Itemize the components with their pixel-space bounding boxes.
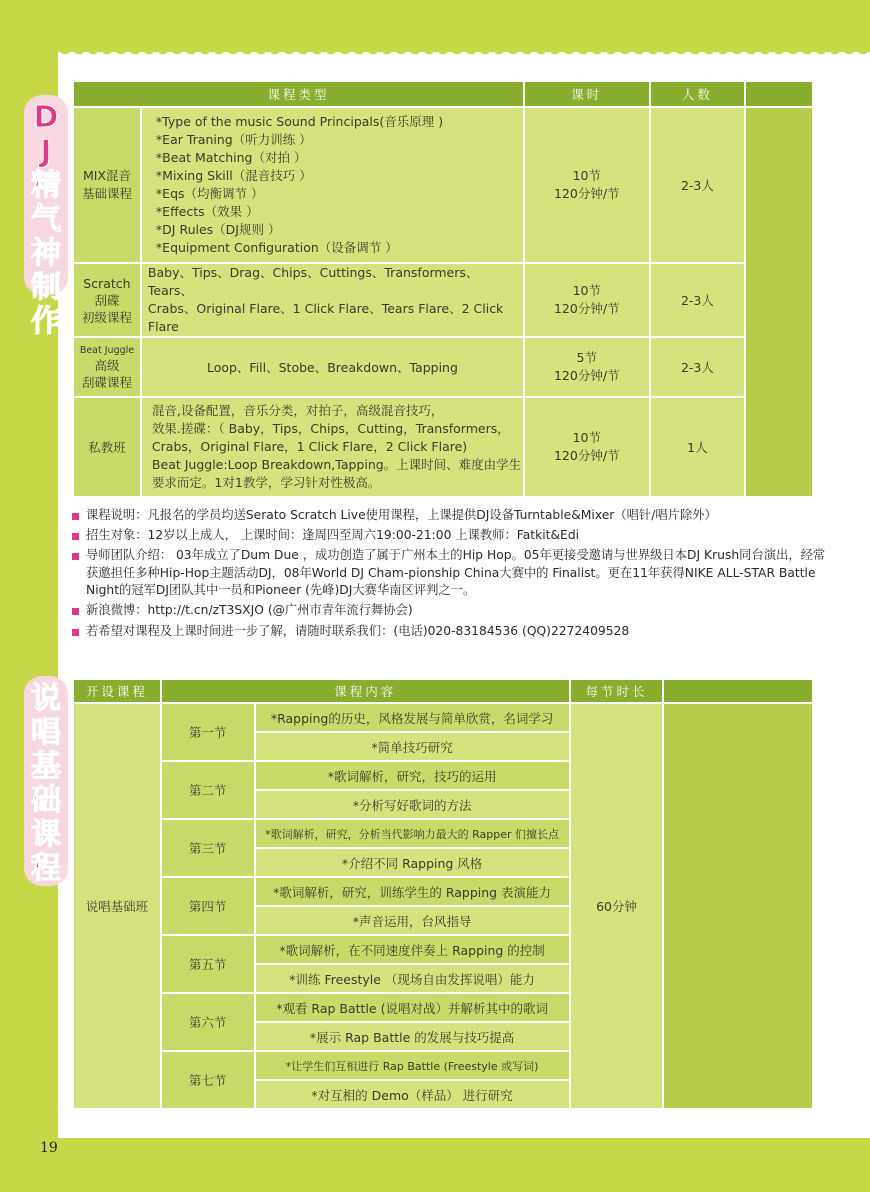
lesson-label: 第二节 bbox=[161, 761, 255, 819]
lesson-item: *声音运用，台风指导 bbox=[255, 906, 570, 935]
lesson-label: 第六节 bbox=[161, 993, 255, 1051]
note-item bbox=[72, 507, 832, 525]
side-title-char: 神 bbox=[31, 236, 61, 271]
side-title-char: 课 bbox=[31, 817, 61, 852]
lesson-item: *让学生们互相进行 Rap Battle (Freestyle 或写词) bbox=[255, 1051, 570, 1080]
note-text: 导师团队介绍： 03年成立了Dum Due ，成功创造了属于广州本土的Hip Hop。05年更接受邀请与世界级日本DJ Krush同台演出，经常获邀担任多种Hip-Hop主题活动DJ，08年World DJ Cham-pionship China大赛中的 Finalist。更在11年获得NIKE ALL-STAR Battle Night的冠军DJ团队其中一员和Pioneer (先峰)DJ大赛华南区评判之一。 bbox=[86, 548, 826, 598]
lesson-item: *介绍不同 Rapping 风格 bbox=[255, 848, 570, 877]
content-line: *Mixing Skill（混音技巧 ） bbox=[155, 168, 312, 183]
rap-side-title bbox=[24, 676, 68, 886]
note-text: 课程说明：凡报名的学员均送Serato Scratch Live使用课程，上课提供DJ设备Turntable&Mixer（唱针/唱片除外） bbox=[86, 508, 717, 522]
content-line: 效果.搓碟：（ Baby，Tips，Chips，Cutting，Transformers， bbox=[151, 421, 510, 436]
side-title-char: 程 bbox=[31, 851, 61, 886]
row-people-private: 1人 bbox=[650, 397, 746, 497]
page-number: 19 bbox=[40, 1140, 58, 1156]
content-line: Baby、Tips、Drag、Chips、Cuttings、Transformers、Tears、 bbox=[147, 265, 479, 298]
content-line: *Type of the music Sound Principals(音乐原理 ) bbox=[155, 114, 444, 129]
note-text: 招生对象：12岁以上成人， 上课时间：逢周四至周六19:00-21:00 上课教师：Fatkit&Edi bbox=[86, 528, 580, 543]
content-line: Crabs、Original Flare、1 Click Flare、Tears Flare、2 Click Flare bbox=[147, 301, 504, 334]
side-title-char: 唱 bbox=[31, 715, 61, 750]
row-name-scratch: Scratch 刮碟 初级课程 bbox=[73, 263, 141, 337]
row-hours-mix: 10节 120分钟/节 bbox=[524, 107, 650, 263]
side-title-char: 气 bbox=[31, 202, 61, 237]
header-course: 开设课程 bbox=[73, 679, 161, 703]
side-title-char: 基 bbox=[31, 749, 61, 784]
lesson-item: *歌词解析，研究，分析当代影响力最大的 Rapper 们擅长点 bbox=[255, 819, 570, 848]
lesson-label: 第一节 bbox=[161, 703, 255, 761]
lesson-item: *展示 Rap Battle 的发展与技巧提高 bbox=[255, 1022, 570, 1051]
row-hours-juggle: 5节 120分钟/节 bbox=[524, 337, 650, 397]
content-line: *Eqs（均衡调节 ） bbox=[155, 186, 264, 201]
dj-course-table bbox=[72, 80, 814, 498]
row-name-juggle-small: Beat Juggle bbox=[79, 344, 135, 356]
content-line: Loop、Fill、Stobe、Breakdown、Tapping bbox=[206, 360, 458, 375]
content-line: 混音,设备配置，音乐分类，对拍子，高级混音技巧， bbox=[151, 403, 444, 418]
header-empty bbox=[745, 81, 813, 107]
note-item bbox=[72, 527, 832, 545]
row-people-mix: 2-3人 bbox=[650, 107, 746, 263]
dj-side-title bbox=[24, 95, 68, 339]
bullet-icon bbox=[72, 629, 79, 636]
row-name-juggle-main: 高级 刮碟课程 bbox=[81, 357, 132, 390]
lesson-label: 第四节 bbox=[161, 877, 255, 935]
bullet-icon bbox=[72, 608, 79, 615]
course-notes bbox=[72, 507, 832, 643]
lesson-item: *歌词解析，研究，技巧的运用 bbox=[255, 761, 570, 790]
side-title-char: 作 bbox=[31, 304, 61, 339]
note-item bbox=[72, 547, 832, 600]
lesson-label: 第三节 bbox=[161, 819, 255, 877]
row-name-mix: MIX混音 基础课程 bbox=[73, 107, 141, 263]
bullet-icon bbox=[72, 513, 79, 520]
bullet-icon bbox=[72, 553, 79, 560]
side-title-char: 说 bbox=[31, 681, 61, 716]
lesson-duration: 60分钟 bbox=[570, 703, 664, 1109]
table-row bbox=[73, 703, 813, 732]
row-content-juggle bbox=[141, 337, 524, 397]
content-line: *Effects（效果 ） bbox=[155, 204, 259, 219]
row-name-private: 私教班 bbox=[73, 397, 141, 497]
row-hours-private: 10节 120分钟/节 bbox=[524, 397, 650, 497]
content-line: *DJ Rules（DJ规则 ） bbox=[155, 222, 281, 237]
content-line: *Beat Matching（对拍 ） bbox=[155, 150, 307, 165]
header-empty-rap bbox=[663, 679, 813, 703]
row-content-scratch bbox=[141, 263, 524, 337]
header-hours: 课时 bbox=[524, 81, 650, 107]
side-title-char: 精 bbox=[31, 168, 61, 203]
note-text: 若希望对课程及上课时间进一步了解，请随时联系我们：(电话)020-83184536 (QQ)2272409528 bbox=[86, 623, 630, 638]
lesson-item: *观看 Rap Battle (说唱对战）并解析其中的歌词 bbox=[255, 993, 570, 1022]
row-name-juggle bbox=[73, 337, 141, 397]
row-content-private bbox=[141, 397, 524, 497]
course-name: 说唱基础班 bbox=[73, 703, 161, 1109]
header-content: 课程内容 bbox=[161, 679, 570, 703]
side-title-char: 础 bbox=[31, 783, 61, 818]
content-line: Crabs，Original Flare，1 Click Flare，2 Click Flare) bbox=[151, 439, 468, 454]
row-people-scratch: 2-3人 bbox=[650, 263, 746, 337]
header-people: 人数 bbox=[650, 81, 746, 107]
scalloped-edge bbox=[58, 48, 870, 62]
content-line: *Equipment Configuration（设备调节 ） bbox=[155, 240, 398, 255]
side-title-char: J bbox=[40, 134, 52, 169]
note-text: 新浪微博：http://t.cn/zT3SXJO (@广州市青年流行舞协会) bbox=[86, 603, 413, 618]
lesson-item: *Rapping的历史，风格发展与简单欣赏，名词学习 bbox=[255, 703, 570, 732]
row-people-juggle: 2-3人 bbox=[650, 337, 746, 397]
side-title-char: 制 bbox=[31, 270, 61, 305]
content-line: Beat Juggle:Loop Breakdown,Tapping。上课时间、难度由学生 bbox=[151, 457, 522, 472]
lesson-label: 第五节 bbox=[161, 935, 255, 993]
header-duration: 每节时长 bbox=[570, 679, 664, 703]
bullet-icon bbox=[72, 533, 79, 540]
lesson-item: *简单技巧研究 bbox=[255, 732, 570, 761]
lesson-item: *训练 Freestyle （现场自由发挥说唱）能力 bbox=[255, 964, 570, 993]
row-hours-scratch: 10节 120分钟/节 bbox=[524, 263, 650, 337]
note-item bbox=[72, 623, 832, 641]
lesson-item: *对互相的 Demo（样品） 进行研究 bbox=[255, 1080, 570, 1109]
lesson-item: *分析写好歌词的方法 bbox=[255, 790, 570, 819]
content-line: *Ear Traning（听力训练 ） bbox=[155, 132, 312, 147]
lesson-item: *歌词解析，研究，训练学生的 Rapping 表演能力 bbox=[255, 877, 570, 906]
side-title-char: D bbox=[33, 100, 59, 135]
note-item bbox=[72, 602, 832, 620]
right-empty-column bbox=[663, 703, 813, 1109]
right-empty-column bbox=[745, 107, 813, 497]
lesson-label: 第七节 bbox=[161, 1051, 255, 1109]
rap-course-table bbox=[72, 678, 814, 1110]
content-line: 要求而定。1对1教学，学习针对性极高。 bbox=[151, 475, 381, 490]
row-content-mix bbox=[141, 107, 524, 263]
lesson-item: *歌词解析，在不同速度伴奏上 Rapping 的控制 bbox=[255, 935, 570, 964]
header-course-type: 课程类型 bbox=[73, 81, 524, 107]
